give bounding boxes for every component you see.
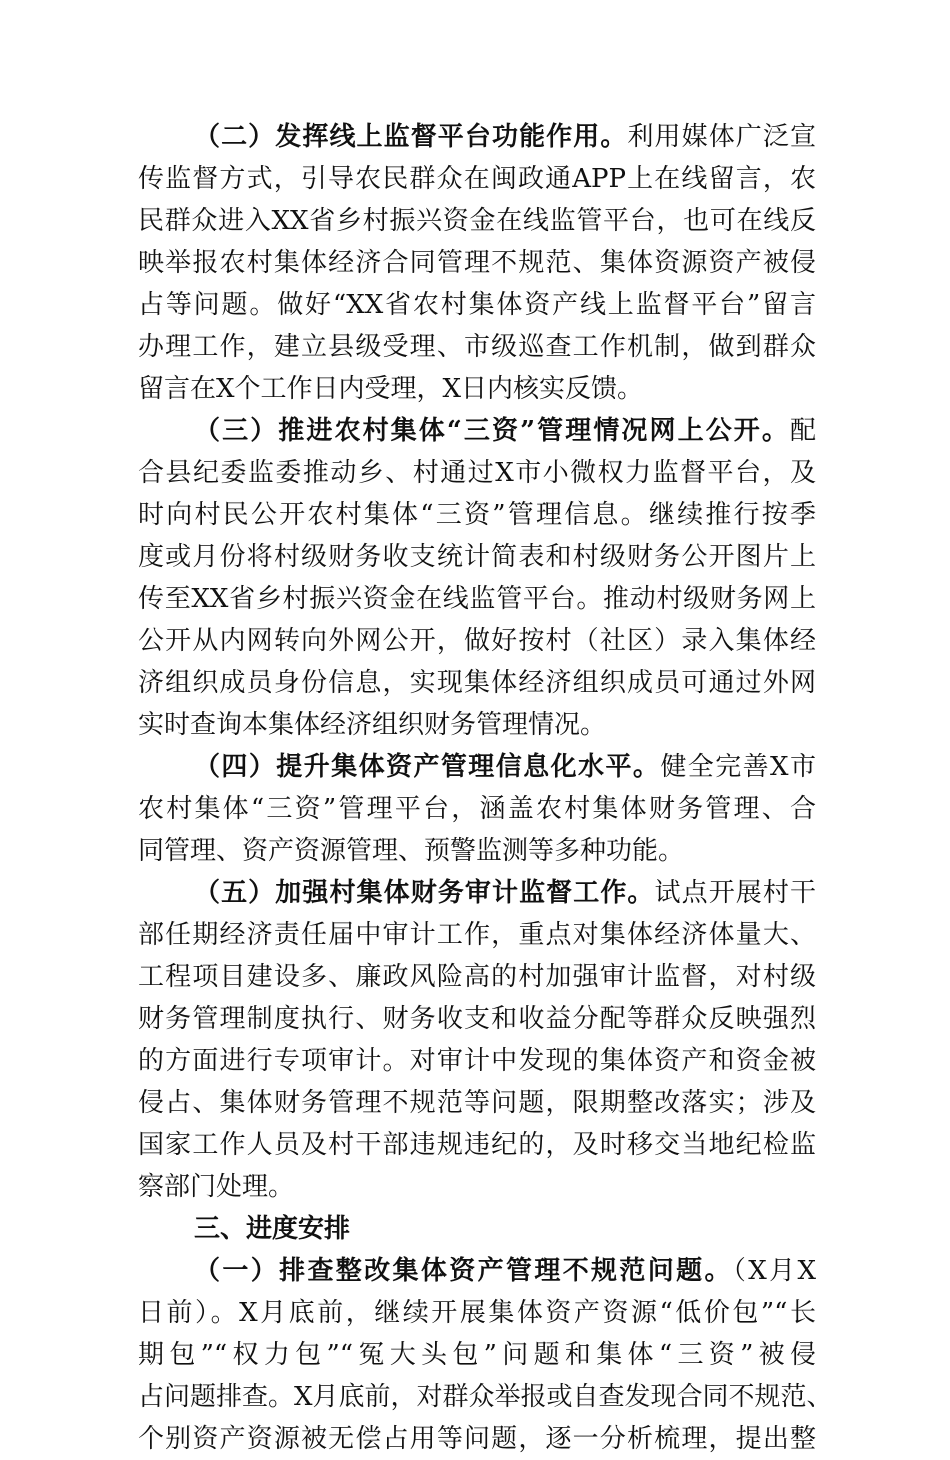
text-line <box>138 326 816 368</box>
body-text: 占等问题。做好“XX省农村集体资产线上监督平台”留言 <box>138 290 816 320</box>
text-line <box>138 662 816 704</box>
body-text: 办理工作，建立县级受理、市级巡查工作机制，做到群众 <box>138 332 816 362</box>
body-text: 传监督方式，引导农民群众在闽政通APP上在线留言，农 <box>138 164 816 194</box>
body-text: （X月X <box>732 1256 816 1286</box>
body-text: 民群众进入XX省乡村振兴资金在线监管平台，也可在线反 <box>138 206 816 236</box>
body-text: 侵占、集体财务管理不规范等问题，限期整改落实；涉及 <box>138 1088 816 1118</box>
heading-text: （四）提升集体资产管理信息化水平。 <box>194 752 661 782</box>
text-line <box>138 1082 816 1124</box>
body-text: 公开从内网转向外网公开，做好按村（社区）录入集体经 <box>138 626 816 656</box>
text-line <box>138 284 816 326</box>
body-text: 的方面进行专项审计。对审计中发现的集体资产和资金被 <box>138 1046 816 1076</box>
body-text: 占问题排查。X月底前，对群众举报或自查发现合同不规范、 <box>138 1382 833 1412</box>
text-line <box>138 704 816 746</box>
text-line <box>138 158 816 200</box>
body-text: 财务管理制度执行、财务收支和收益分配等群众反映强烈 <box>138 1004 816 1034</box>
body-text: 健全完善X市 <box>660 752 816 782</box>
body-text: 农村集体“三资”管理平台，涵盖农村集体财务管理、合 <box>138 794 816 824</box>
text-line <box>138 1250 816 1292</box>
text-line <box>138 452 816 494</box>
body-text: 部任期经济责任届中审计工作，重点对集体经济体量大、 <box>138 920 816 950</box>
body-text: 实时查询本集体经济组织财务管理情况。 <box>138 710 607 740</box>
text-line <box>138 788 816 830</box>
body-text: 察部门处理。 <box>138 1172 295 1202</box>
body-text: 期包”“权力包”“冤大头包”问题和集体“三资”被侵 <box>138 1340 816 1370</box>
body-text: 合县纪委监委推动乡、村通过X市小微权力监督平台，及 <box>138 458 816 488</box>
text-line <box>138 830 816 872</box>
text-line <box>138 620 816 662</box>
text-line <box>138 1376 833 1418</box>
body-text: 利用媒体广泛宣 <box>627 122 816 152</box>
text-line <box>138 956 816 998</box>
heading-text: （三）推进农村集体“三资”管理情况网上公开。 <box>194 416 790 446</box>
text-line <box>138 998 816 1040</box>
text-line <box>138 1334 816 1376</box>
body-text: 日前）。X月底前，继续开展集体资产资源“低价包”“长 <box>138 1298 816 1328</box>
text-line <box>138 242 816 284</box>
body-text: 个别资产资源被无偿占用等问题，逐一分析梳理，提出整 <box>138 1424 816 1454</box>
text-line <box>138 1292 816 1334</box>
text-line <box>138 200 816 242</box>
heading-text: （五）加强村集体财务审计监督工作。 <box>194 878 655 908</box>
text-line <box>138 1418 816 1460</box>
document-body <box>138 116 833 1460</box>
body-text: 映举报农村集体经济合同管理不规范、集体资源资产被侵 <box>138 248 816 278</box>
heading-text: （一）排查整改集体资产管理不规范问题。 <box>194 1256 733 1286</box>
body-text: 配 <box>789 416 816 446</box>
body-text: 工程项目建设多、廉政风险高的村加强审计监督，对村级 <box>138 962 816 992</box>
text-line <box>138 1166 816 1208</box>
text-line <box>138 872 816 914</box>
text-line <box>138 914 816 956</box>
body-text: 同管理、资产资源管理、预警监测等多种功能。 <box>138 836 685 866</box>
body-text: 济组织成员身份信息，实现集体经济组织成员可通过外网 <box>138 668 816 698</box>
body-text: 传至XX省乡村振兴资金在线监管平台。推动村级财务网上 <box>138 584 816 614</box>
text-line <box>138 494 816 536</box>
text-line <box>138 1208 816 1250</box>
text-line <box>138 578 816 620</box>
text-line <box>138 746 816 788</box>
text-line <box>138 536 816 578</box>
body-text: 国家工作人员及村干部违规违纪的，及时移交当地纪检监 <box>138 1130 816 1160</box>
body-text: 试点开展村干 <box>654 878 816 908</box>
text-line <box>138 1124 816 1166</box>
body-text: 时向村民公开农村集体“三资”管理信息。继续推行按季 <box>138 500 816 530</box>
heading-text: （二）发挥线上监督平台功能作用。 <box>194 122 628 152</box>
text-line <box>138 116 816 158</box>
text-line <box>138 410 816 452</box>
text-line <box>138 1040 816 1082</box>
heading-text: 三、进度安排 <box>194 1214 351 1244</box>
body-text: 留言在X个工作日内受理，X日内核实反馈。 <box>138 374 644 404</box>
text-line <box>138 368 816 410</box>
body-text: 度或月份将村级财务收支统计简表和村级财务公开图片上 <box>138 542 816 572</box>
